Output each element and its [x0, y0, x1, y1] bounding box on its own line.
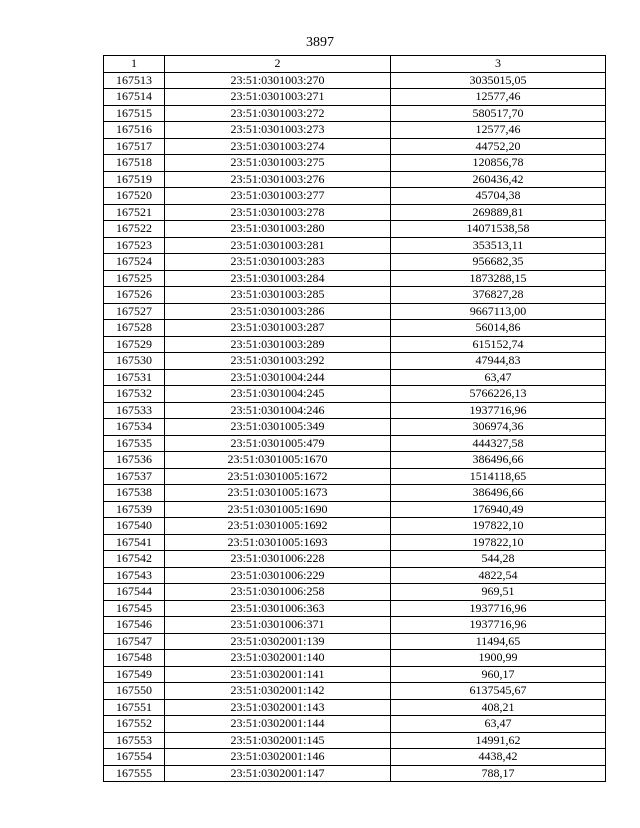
column-header-2: 2	[165, 56, 391, 73]
table-header-row	[104, 56, 606, 73]
cadastral-value-cell: 45704,38	[391, 188, 606, 205]
row-number-cell: 167550	[104, 683, 165, 700]
cadastral-value-cell: 960,17	[391, 666, 606, 683]
row-number-cell: 167555	[104, 765, 165, 782]
table-row	[104, 287, 606, 304]
cadastral-number-cell: 23:51:0301003:277	[165, 188, 391, 205]
row-number-cell: 167548	[104, 650, 165, 667]
cadastral-value-cell: 615152,74	[391, 336, 606, 353]
row-number-cell: 167531	[104, 369, 165, 386]
cadastral-value-cell: 969,51	[391, 584, 606, 601]
table-row	[104, 171, 606, 188]
cadastral-value-cell: 6137545,67	[391, 683, 606, 700]
table-row	[104, 716, 606, 733]
table-row	[104, 105, 606, 122]
row-number-cell: 167526	[104, 287, 165, 304]
table-row	[104, 353, 606, 370]
cadastral-number-cell: 23:51:0301005:1673	[165, 485, 391, 502]
row-number-cell: 167521	[104, 204, 165, 221]
table-row	[104, 534, 606, 551]
cadastral-number-cell: 23:51:0301005:1690	[165, 501, 391, 518]
table-row	[104, 749, 606, 766]
row-number-cell: 167515	[104, 105, 165, 122]
table-row	[104, 369, 606, 386]
table-row	[104, 221, 606, 238]
row-number-cell: 167522	[104, 221, 165, 238]
table-row	[104, 122, 606, 139]
row-number-cell: 167519	[104, 171, 165, 188]
table-row	[104, 567, 606, 584]
row-number-cell: 167524	[104, 254, 165, 271]
table-row	[104, 650, 606, 667]
cadastral-value-cell: 260436,42	[391, 171, 606, 188]
cadastral-number-cell: 23:51:0301003:289	[165, 336, 391, 353]
row-number-cell: 167545	[104, 600, 165, 617]
row-number-cell: 167517	[104, 138, 165, 155]
cadastral-value-cell: 1900,99	[391, 650, 606, 667]
table-row	[104, 501, 606, 518]
cadastral-number-cell: 23:51:0301003:281	[165, 237, 391, 254]
cadastral-value-cell: 1937716,96	[391, 600, 606, 617]
cadastral-value-cell: 197822,10	[391, 518, 606, 535]
row-number-cell: 167554	[104, 749, 165, 766]
cadastral-number-cell: 23:51:0302001:145	[165, 732, 391, 749]
row-number-cell: 167530	[104, 353, 165, 370]
cadastral-number-cell: 23:51:0302001:141	[165, 666, 391, 683]
cadastral-value-cell: 386496,66	[391, 485, 606, 502]
cadastral-number-cell: 23:51:0301003:272	[165, 105, 391, 122]
cadastral-number-cell: 23:51:0301003:276	[165, 171, 391, 188]
cadastral-number-cell: 23:51:0301003:292	[165, 353, 391, 370]
cadastral-value-cell: 176940,49	[391, 501, 606, 518]
table-row	[104, 600, 606, 617]
cadastral-number-cell: 23:51:0301005:479	[165, 435, 391, 452]
cadastral-value-cell: 11494,65	[391, 633, 606, 650]
table-row	[104, 584, 606, 601]
cadastral-value-cell: 3035015,05	[391, 72, 606, 89]
row-number-cell: 167539	[104, 501, 165, 518]
cadastral-number-cell: 23:51:0301004:246	[165, 402, 391, 419]
table-row	[104, 419, 606, 436]
cadastral-value-cell: 956682,35	[391, 254, 606, 271]
page-number: 3897	[306, 35, 334, 50]
cadastral-number-cell: 23:51:0301005:1693	[165, 534, 391, 551]
row-number-cell: 167523	[104, 237, 165, 254]
cadastral-value-cell: 376827,28	[391, 287, 606, 304]
cadastral-value-cell: 56014,86	[391, 320, 606, 337]
cadastral-number-cell: 23:51:0301005:1670	[165, 452, 391, 469]
cadastral-value-cell: 47944,83	[391, 353, 606, 370]
row-number-cell: 167527	[104, 303, 165, 320]
cadastral-number-cell: 23:51:0301003:273	[165, 122, 391, 139]
cadastral-value-cell: 120856,78	[391, 155, 606, 172]
table-row	[104, 485, 606, 502]
cadastral-number-cell: 23:51:0302001:140	[165, 650, 391, 667]
cadastral-value-cell: 1873288,15	[391, 270, 606, 287]
table-row	[104, 452, 606, 469]
cadastral-value-cell: 1514118,65	[391, 468, 606, 485]
table-row	[104, 270, 606, 287]
cadastral-number-cell: 23:51:0301003:280	[165, 221, 391, 238]
table-row	[104, 617, 606, 634]
cadastral-value-cell: 197822,10	[391, 534, 606, 551]
table-row	[104, 518, 606, 535]
cadastral-number-cell: 23:51:0301006:363	[165, 600, 391, 617]
cadastral-number-cell: 23:51:0301004:244	[165, 369, 391, 386]
cadastral-number-cell: 23:51:0301003:270	[165, 72, 391, 89]
cadastral-number-cell: 23:51:0301003:283	[165, 254, 391, 271]
cadastral-value-cell: 306974,36	[391, 419, 606, 436]
row-number-cell: 167516	[104, 122, 165, 139]
cadastral-number-cell: 23:51:0301006:228	[165, 551, 391, 568]
table-row	[104, 138, 606, 155]
cadastral-number-cell: 23:51:0302001:142	[165, 683, 391, 700]
row-number-cell: 167544	[104, 584, 165, 601]
cadastral-number-cell: 23:51:0301005:1672	[165, 468, 391, 485]
table-row	[104, 732, 606, 749]
cadastral-number-cell: 23:51:0302001:146	[165, 749, 391, 766]
cadastral-number-cell: 23:51:0301003:275	[165, 155, 391, 172]
row-number-cell: 167538	[104, 485, 165, 502]
table-row	[104, 666, 606, 683]
row-number-cell: 167546	[104, 617, 165, 634]
cadastral-value-cell: 1937716,96	[391, 617, 606, 634]
table-row	[104, 254, 606, 271]
cadastral-value-cell: 408,21	[391, 699, 606, 716]
cadastral-number-cell: 23:51:0302001:139	[165, 633, 391, 650]
row-number-cell: 167532	[104, 386, 165, 403]
table-row	[104, 237, 606, 254]
row-number-cell: 167536	[104, 452, 165, 469]
table-row	[104, 303, 606, 320]
cadastral-number-cell: 23:51:0301003:284	[165, 270, 391, 287]
cadastral-value-cell: 386496,66	[391, 452, 606, 469]
table-row	[104, 204, 606, 221]
row-number-cell: 167528	[104, 320, 165, 337]
cadastral-number-cell: 23:51:0302001:144	[165, 716, 391, 733]
table-row	[104, 386, 606, 403]
cadastral-value-table	[103, 55, 606, 782]
table-row	[104, 320, 606, 337]
cadastral-value-cell: 63,47	[391, 716, 606, 733]
cadastral-number-cell: 23:51:0301004:245	[165, 386, 391, 403]
cadastral-number-cell: 23:51:0301005:1692	[165, 518, 391, 535]
row-number-cell: 167533	[104, 402, 165, 419]
cadastral-number-cell: 23:51:0301005:349	[165, 419, 391, 436]
table-body	[104, 72, 606, 782]
row-number-cell: 167543	[104, 567, 165, 584]
column-header-3: 3	[391, 56, 606, 73]
table-row	[104, 402, 606, 419]
cadastral-value-cell: 63,47	[391, 369, 606, 386]
row-number-cell: 167525	[104, 270, 165, 287]
row-number-cell: 167537	[104, 468, 165, 485]
table-row	[104, 188, 606, 205]
table-row	[104, 699, 606, 716]
table-row	[104, 435, 606, 452]
cadastral-value-cell: 4822,54	[391, 567, 606, 584]
cadastral-value-cell: 269889,81	[391, 204, 606, 221]
cadastral-number-cell: 23:51:0301006:371	[165, 617, 391, 634]
cadastral-number-cell: 23:51:0301003:286	[165, 303, 391, 320]
row-number-cell: 167520	[104, 188, 165, 205]
cadastral-value-cell: 12577,46	[391, 122, 606, 139]
row-number-cell: 167551	[104, 699, 165, 716]
row-number-cell: 167541	[104, 534, 165, 551]
cadastral-number-cell: 23:51:0301003:287	[165, 320, 391, 337]
row-number-cell: 167553	[104, 732, 165, 749]
cadastral-number-cell: 23:51:0301006:258	[165, 584, 391, 601]
table-row	[104, 72, 606, 89]
row-number-cell: 167513	[104, 72, 165, 89]
row-number-cell: 167518	[104, 155, 165, 172]
cadastral-value-cell: 9667113,00	[391, 303, 606, 320]
row-number-cell: 167549	[104, 666, 165, 683]
table-row	[104, 89, 606, 106]
cadastral-value-cell: 12577,46	[391, 89, 606, 106]
cadastral-value-cell: 444327,58	[391, 435, 606, 452]
row-number-cell: 167534	[104, 419, 165, 436]
table-row	[104, 468, 606, 485]
row-number-cell: 167514	[104, 89, 165, 106]
table-row	[104, 155, 606, 172]
column-header-1: 1	[104, 56, 165, 73]
row-number-cell: 167529	[104, 336, 165, 353]
cadastral-number-cell: 23:51:0301003:278	[165, 204, 391, 221]
table-row	[104, 551, 606, 568]
cadastral-value-cell: 788,17	[391, 765, 606, 782]
cadastral-value-cell: 353513,11	[391, 237, 606, 254]
cadastral-number-cell: 23:51:0302001:143	[165, 699, 391, 716]
cadastral-value-cell: 580517,70	[391, 105, 606, 122]
row-number-cell: 167540	[104, 518, 165, 535]
table-row	[104, 633, 606, 650]
cadastral-number-cell: 23:51:0301003:274	[165, 138, 391, 155]
row-number-cell: 167542	[104, 551, 165, 568]
cadastral-value-cell: 14071538,58	[391, 221, 606, 238]
table-row	[104, 683, 606, 700]
cadastral-value-cell: 5766226,13	[391, 386, 606, 403]
cadastral-number-cell: 23:51:0301003:271	[165, 89, 391, 106]
cadastral-number-cell: 23:51:0301006:229	[165, 567, 391, 584]
cadastral-value-cell: 4438,42	[391, 749, 606, 766]
cadastral-value-cell: 14991,62	[391, 732, 606, 749]
cadastral-value-cell: 1937716,96	[391, 402, 606, 419]
table-row	[104, 765, 606, 782]
cadastral-number-cell: 23:51:0302001:147	[165, 765, 391, 782]
cadastral-number-cell: 23:51:0301003:285	[165, 287, 391, 304]
table-row	[104, 336, 606, 353]
row-number-cell: 167552	[104, 716, 165, 733]
cadastral-value-cell: 544,28	[391, 551, 606, 568]
row-number-cell: 167535	[104, 435, 165, 452]
row-number-cell: 167547	[104, 633, 165, 650]
cadastral-value-cell: 44752,20	[391, 138, 606, 155]
